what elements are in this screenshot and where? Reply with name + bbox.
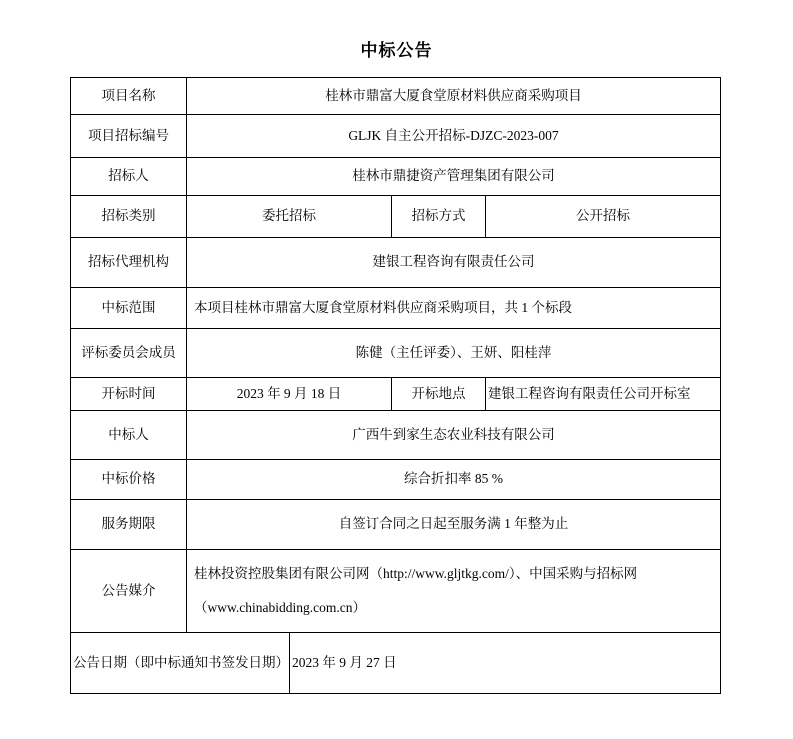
bid-opening-place-value: 建银工程咨询有限责任公司开标室 (488, 385, 691, 401)
winner-value: 广西牛到家生态农业科技有限公司 (352, 426, 555, 442)
row-winner (71, 411, 720, 460)
winner-label: 中标人 (71, 411, 187, 459)
project-name-label: 项目名称 (71, 78, 187, 114)
tender-number-label: 项目招标编号 (71, 115, 187, 157)
bid-opening-time-label: 开标时间 (71, 378, 187, 410)
row-evaluation-committee (71, 329, 720, 378)
award-price-label: 中标价格 (71, 460, 187, 499)
award-price-value: 综合折扣率 85 % (404, 471, 503, 487)
announcement-media-value (187, 550, 720, 632)
bid-opening-time-value: 2023 年 9 月 18 日 (187, 378, 392, 410)
row-award-price (71, 460, 720, 500)
row-project-name (71, 78, 720, 115)
announcement-table (70, 77, 721, 694)
tender-method-label: 招标方式 (392, 196, 486, 237)
row-agency (71, 238, 720, 288)
tender-category-value: 委托招标 (187, 196, 392, 237)
row-tender-category (71, 196, 720, 238)
award-scope-label: 中标范围 (71, 288, 187, 328)
evaluation-committee-value: 陈健（主任评委）、王妍、阳桂萍 (355, 344, 552, 360)
row-award-scope (71, 288, 720, 329)
award-scope-value: 本项目桂林市鼎富大厦食堂原材料供应商采购项目，共 1 个标段 (194, 299, 572, 315)
row-bid-opening (71, 378, 720, 411)
row-tender-number (71, 115, 720, 158)
row-announcement-date (71, 633, 720, 693)
bid-opening-place-label: 开标地点 (392, 378, 486, 410)
announcement-media-label: 公告媒介 (71, 550, 187, 632)
row-tenderer (71, 158, 720, 196)
evaluation-committee-label: 评标委员会成员 (71, 329, 187, 377)
project-name-value: 桂林市鼎富大厦食堂原材料供应商采购项目 (325, 87, 582, 103)
tender-method-value: 公开招标 (576, 208, 630, 224)
announcement-date-label: 公告日期（即中标通知书签发日期） (71, 633, 290, 693)
announcement-media-line2: （www.chinabidding.com.cn） (194, 599, 366, 615)
tenderer-value: 桂林市鼎捷资产管理集团有限公司 (352, 168, 555, 184)
tender-category-label: 招标类别 (71, 196, 187, 237)
announcement-date-value: 2023 年 9 月 27 日 (292, 654, 397, 670)
agency-value: 建银工程咨询有限责任公司 (372, 254, 535, 270)
service-period-value: 自签订合同之日起至服务满 1 年整为止 (338, 516, 569, 532)
tender-number-value: GLJK 自主公开招标-DJZC-2023-007 (348, 127, 559, 143)
agency-label: 招标代理机构 (71, 238, 187, 287)
service-period-label: 服务期限 (71, 500, 187, 549)
announcement-media-line1: 桂林投资控股集团有限公司网（http://www.gljtkg.com/）、中国采购与招标网 (194, 565, 638, 581)
row-announcement-media (71, 550, 720, 633)
page-title: 中标公告 (360, 41, 433, 60)
row-service-period (71, 500, 720, 550)
tenderer-label: 招标人 (71, 158, 187, 195)
